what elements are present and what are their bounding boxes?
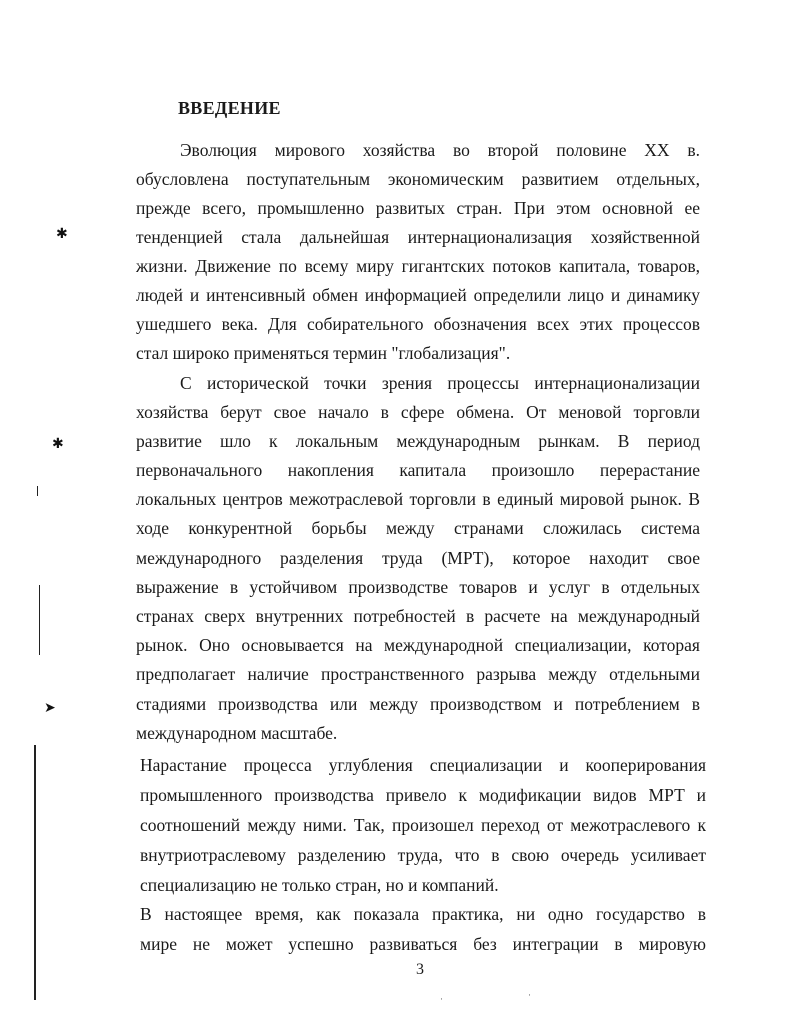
scan-margin-line [34,745,36,1000]
text-line: жизни. Движение по всему миру гигантских потоков капитала, товаров, [136,256,700,276]
document-title: ВВЕДЕНИЕ [178,98,281,118]
scan-speck-icon: ✱ [52,437,64,452]
text-line: стадиями производства или между производством и потреблением в [136,694,700,714]
text-line: промышленного производства привело к модификации видов МРТ и [140,785,706,805]
text-line: развитие шло к локальным международным рынкам. В период [136,431,700,451]
text-line: предполагает наличие пространственного разрыва между отдельными [136,664,700,684]
text-line: мире не может успешно развиваться без интеграции в мировую [140,934,706,954]
text-line: обусловлена поступательным экономическим развитием отдельных, [136,169,700,189]
text-line: специализацию не только стран, но и компаний. [140,875,499,895]
text-line: людей и интенсивный обмен информацией определили лицо и динамику [136,285,700,305]
text-line: локальных центров межотраслевой торговли в единый мировой рынок. В [136,489,700,509]
scan-margin-line [39,585,40,655]
text-line: С исторической точки зрения процессы интернационализации [180,373,700,393]
text-line: ходе конкурентной борьбы между странами сложилась система [136,518,700,538]
page-number: 3 [416,961,424,978]
text-line: выражение в устойчивом производстве товаров и услуг в отдельных [136,577,700,597]
text-line: В настоящее время, как показала практика, ни одно государство в [140,904,706,924]
text-line: соотношений между ними. Так, произошел переход от межотраслевого к [140,815,706,835]
text-line: первоначального накопления капитала произошло перерастание [136,460,700,480]
text-line: Нарастание процесса углубления специализации и кооперирования [140,755,706,775]
text-line: Эволюция мирового хозяйства во второй половине XX в. [180,140,700,160]
scan-dot: · [528,990,531,1000]
text-line: международном масштабе. [136,723,338,743]
text-line: ушедшего века. Для собирательного обозначения всех этих процессов [136,314,700,334]
text-line: странах сверх внутренних потребностей в расчете на международный [136,606,700,626]
text-line: рынок. Оно основывается на международной специализации, которая [136,635,700,655]
text-line: прежде всего, промышленно развитых стран. При этом основной ее [136,198,700,218]
scan-speck-icon: ➤ [44,701,56,716]
scan-margin-line [37,486,38,496]
text-line: внутриотраслевому разделению труда, что в свою очередь усиливает [140,845,706,865]
text-line: хозяйства берут свое начало в сфере обмена. От меновой торговли [136,402,700,422]
text-line: тенденцией стала дальнейшая интернационализация хозяйственной [136,227,700,247]
scan-dot: · [440,994,443,1004]
text-line: международного разделения труда (МРТ), которое находит свое [136,548,700,568]
scan-speck-icon: ✱ [56,227,68,242]
text-line: стал широко применяться термин "глобализация". [136,343,511,363]
